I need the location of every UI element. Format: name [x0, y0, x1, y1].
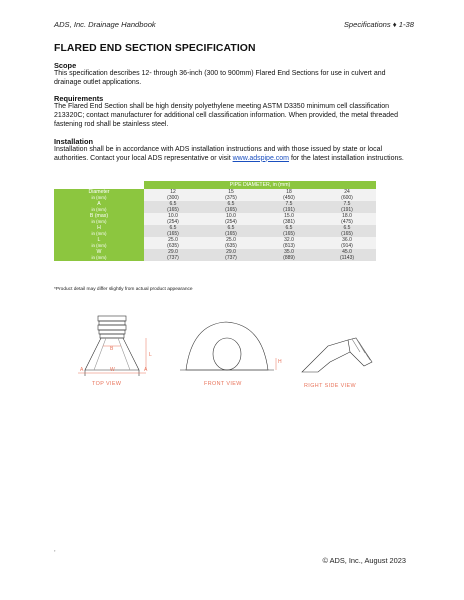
dim-a-label: A: [80, 367, 84, 373]
cell-metric: (889): [283, 255, 295, 261]
dim-w-label: W: [110, 367, 115, 373]
cell-imperial: 25.0: [168, 237, 178, 243]
cell-metric: (635): [167, 243, 179, 249]
cell-imperial: 10.0: [168, 213, 178, 219]
row-label-name: Diameter: [88, 189, 110, 195]
cell-metric: (737): [225, 255, 237, 261]
cell-imperial: 35.0: [284, 249, 294, 255]
table-cell: [202, 237, 260, 249]
top-view-flare-outline: [85, 338, 139, 370]
installation-heading: Installation: [54, 137, 94, 146]
footer-mark: ,: [54, 547, 56, 553]
row-label-unit: in (mm): [91, 255, 107, 260]
top-view-pipe-band-4: [99, 330, 125, 334]
cell-imperial: 6.5: [169, 201, 177, 207]
table-cell: [260, 201, 318, 213]
table-cell: [318, 189, 376, 201]
pipe-diameter-table: [54, 181, 376, 261]
cell-metric: (165): [341, 231, 353, 237]
dim-a-label-right: A: [144, 367, 148, 373]
row-label-unit: in (mm): [91, 207, 107, 212]
cell-metric: (381): [283, 219, 295, 225]
table-cell: [202, 201, 260, 213]
table-cell: [318, 225, 376, 237]
footer-copyright: © ADS, Inc., August 2023: [322, 556, 406, 565]
adspipe-link[interactable]: www.adspipe.com: [232, 154, 290, 162]
table-cell: [318, 201, 376, 213]
cell-metric: (165): [283, 231, 295, 237]
table-cell: [144, 201, 202, 213]
table-cell: [318, 237, 376, 249]
right-side-view-label: RIGHT SIDE VIEW: [304, 383, 357, 389]
cell-imperial: 12: [170, 189, 176, 195]
top-view-flare-inner: [94, 338, 130, 370]
scope-text: This specification describes 12- through 36-inch (300 to 900mm) Flared End Sections for use in culvert and drainage outlet applications.: [54, 70, 386, 86]
cell-metric: (254): [167, 219, 179, 225]
row-label-unit: in (mm): [91, 243, 107, 248]
side-view-rib-1: [352, 339, 360, 352]
row-label-name: B (max): [89, 213, 109, 219]
cell-imperial: 6.5: [227, 201, 235, 207]
table-row-label: [54, 249, 144, 261]
cell-metric: (914): [341, 243, 353, 249]
installation-text: [54, 146, 414, 164]
table-cell: [144, 225, 202, 237]
page-title: FLARED END SECTION SPECIFICATION: [54, 43, 256, 54]
table-note: *Product detail may differ slightly from actual product appearance: [54, 287, 193, 292]
cell-imperial: 7.5: [343, 201, 351, 207]
table-row: [54, 225, 376, 237]
table-cell: [260, 249, 318, 261]
table-row: [54, 213, 376, 225]
table-row-label: [54, 201, 144, 213]
cell-imperial: 18.0: [342, 213, 352, 219]
cell-metric: (191): [341, 207, 353, 213]
table-cell: [260, 225, 318, 237]
cell-imperial: 32.0: [284, 237, 294, 243]
dim-l-label: L: [149, 352, 152, 358]
cell-metric: (300): [167, 195, 179, 201]
side-view-flare: [302, 340, 350, 372]
table-row-label: [54, 189, 144, 201]
top-view-label: TOP VIEW: [92, 381, 122, 387]
cell-imperial: 6.5: [285, 225, 293, 231]
installation-text-after: for the latest installation instructions.: [289, 154, 404, 162]
cell-metric: (254): [225, 219, 237, 225]
table-cell: [202, 249, 260, 261]
cell-imperial: 6.5: [169, 225, 177, 231]
dim-b-label: B: [110, 346, 114, 352]
header-left-title: ADS, Inc. Drainage Handbook: [54, 20, 156, 29]
row-label-unit: in (mm): [91, 195, 107, 200]
front-view-drawing: [180, 322, 274, 370]
cell-metric: (450): [283, 195, 295, 201]
table-cell: [260, 213, 318, 225]
cell-imperial: 45.0: [342, 249, 352, 255]
cell-imperial: 24: [344, 189, 350, 195]
table-cell: [144, 249, 202, 261]
cell-metric: (165): [225, 207, 237, 213]
cell-metric: (600): [341, 195, 353, 201]
table-cell: [260, 237, 318, 249]
table-cell: [260, 189, 318, 201]
row-label-unit: in (mm): [91, 219, 107, 224]
top-view-pipe-band-5: [100, 334, 124, 338]
cell-metric: (165): [167, 231, 179, 237]
table-cell: [318, 249, 376, 261]
table-corner: [54, 181, 144, 189]
row-label-name: H: [97, 225, 101, 231]
front-view-outline: [186, 322, 268, 370]
front-view-label: FRONT VIEW: [204, 381, 242, 387]
cell-metric: (1143): [339, 255, 355, 261]
cell-metric: (737): [167, 255, 179, 261]
cell-metric: (191): [283, 207, 295, 213]
cell-metric: (165): [167, 207, 179, 213]
row-label-unit: in (mm): [91, 231, 107, 236]
side-view-rib-2: [356, 338, 365, 353]
requirements-text: The Flared End Section shall be high density polyethylene meeting ASTM D3350 minimum cell classification 213320C; contact manufacturer for additional cell classification information. When provided, the metal threaded fastening rod shall be stainless steel.: [54, 103, 398, 128]
cell-imperial: 6.5: [227, 225, 235, 231]
cell-imperial: 18: [286, 189, 292, 195]
scope-heading: Scope: [54, 61, 77, 70]
table-row: [54, 249, 376, 261]
cell-imperial: 25.0: [226, 237, 236, 243]
cell-imperial: 29.0: [226, 249, 236, 255]
table-row: [54, 201, 376, 213]
cell-metric: (813): [283, 243, 295, 249]
row-label-name: A: [97, 201, 101, 207]
row-label-name: L: [97, 237, 101, 243]
cell-imperial: 6.5: [343, 225, 351, 231]
table-body: [54, 189, 376, 261]
installation-text-before: Installation shall be in accordance with ADS installation instructions and with those issued by state or local authorities. Contact your local ADS representative or visit: [54, 146, 383, 162]
cell-metric: (375): [225, 195, 237, 201]
cell-metric: (165): [225, 231, 237, 237]
top-view-pipe-band-1: [98, 316, 126, 321]
table-row-label: [54, 237, 144, 249]
cell-imperial: 15: [228, 189, 234, 195]
header-right-page: Specifications ♦ 1-38: [343, 20, 414, 29]
cell-imperial: 29.0: [168, 249, 178, 255]
side-view-rib-4: [362, 347, 370, 360]
dim-h-label: H: [278, 359, 282, 365]
table-row: [54, 189, 376, 201]
table-cell: [318, 213, 376, 225]
table-cell: [202, 189, 260, 201]
table-cell: [202, 213, 260, 225]
cell-imperial: 10.0: [226, 213, 236, 219]
cell-metric: (475): [341, 219, 353, 225]
table-cell: [144, 189, 202, 201]
requirements-heading: Requirements: [54, 94, 104, 103]
table-cell: [144, 237, 202, 249]
front-view-pipe-opening: [213, 338, 241, 370]
top-view-pipe-band-2: [99, 321, 125, 325]
table-row-label: [54, 213, 144, 225]
right-side-view-drawing: [302, 338, 372, 372]
cell-metric: (635): [225, 243, 237, 249]
top-view-pipe-band-3: [98, 325, 126, 330]
row-label-name: W: [96, 249, 102, 255]
table-row-label: [54, 225, 144, 237]
table-cell: [202, 225, 260, 237]
product-drawings: [0, 300, 464, 410]
cell-imperial: 7.5: [285, 201, 293, 207]
table-row: [54, 237, 376, 249]
cell-imperial: 36.0: [342, 237, 352, 243]
cell-imperial: 15.0: [284, 213, 294, 219]
table-cell: [144, 213, 202, 225]
table-header: PIPE DIAMETER, in (mm): [144, 181, 376, 189]
